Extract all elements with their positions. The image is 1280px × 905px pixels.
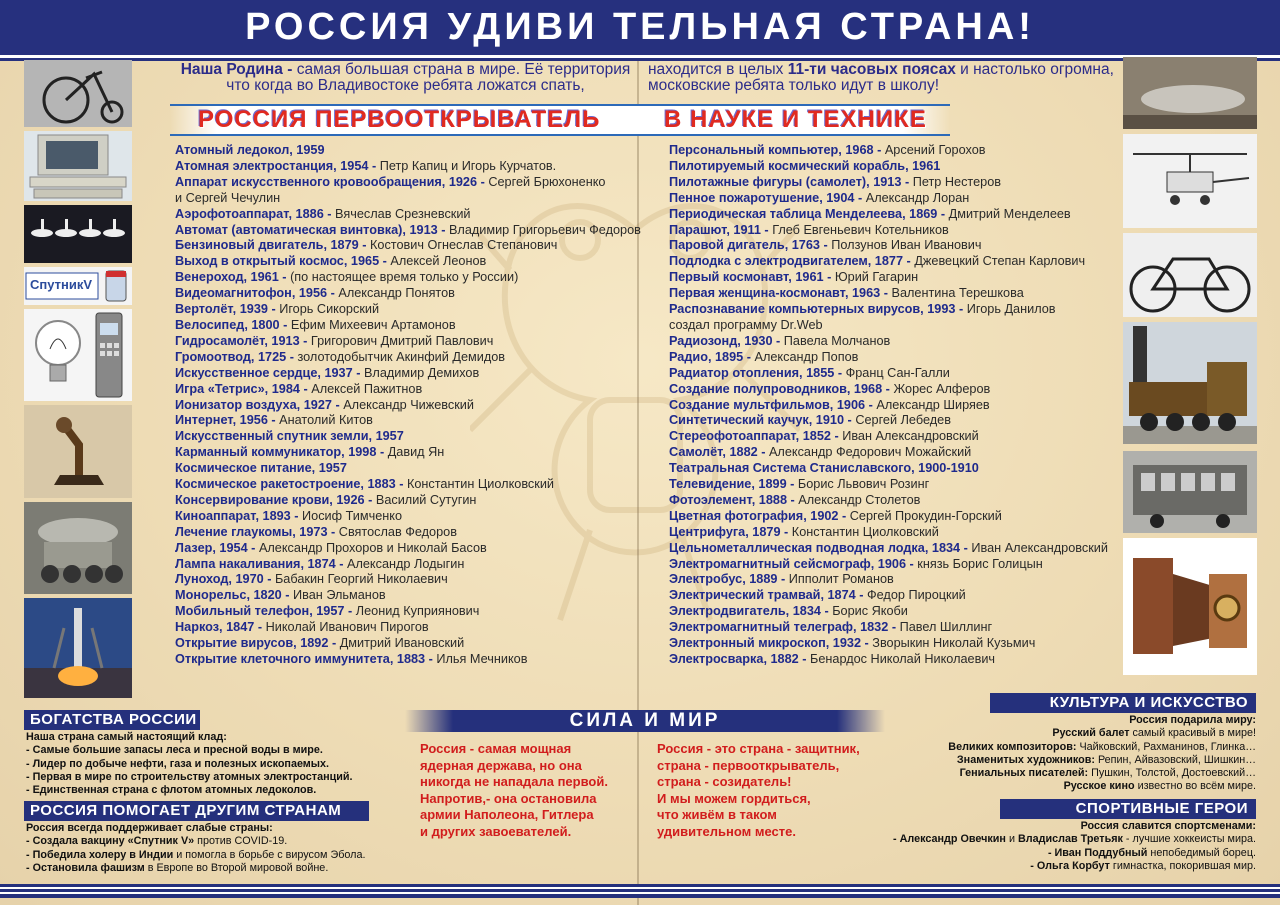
- invention-name: Цельнометаллическая подводная лодка, 1834 -: [669, 540, 972, 555]
- invention-item: [669, 223, 1119, 239]
- invention-name: Выход в открытый космос, 1965 -: [175, 254, 391, 269]
- invention-item: [175, 238, 630, 254]
- invention-name: Бензиновый двигатель, 1879 -: [175, 238, 370, 253]
- invention-item: [669, 286, 1119, 302]
- invention-item: [669, 382, 1119, 398]
- invention-item: [175, 366, 630, 382]
- invention-item: [175, 413, 630, 429]
- culture-text: Русское кино: [1063, 780, 1138, 793]
- inventor-name: Александр Чижевский: [343, 397, 474, 412]
- helps-bold: - Остановила фашизм: [26, 861, 148, 874]
- invention-item: [175, 541, 630, 557]
- sila-line: удивительном месте.: [657, 823, 796, 839]
- invention-item: [669, 191, 1119, 207]
- helps-bold: - Создала вакцину «Спутник V»: [26, 835, 198, 848]
- inventor-name: Джевецкий Степан Карлович: [914, 254, 1086, 269]
- inventor-name: Константин Циолковский: [406, 477, 554, 492]
- inventor-name: Владимир Демихов: [363, 365, 480, 380]
- riches-line: - Самые большие запасы леса и пресной воды в мире.: [26, 744, 323, 757]
- invention-item: [175, 350, 630, 366]
- invention-name: Венероход, 1961 -: [175, 270, 291, 285]
- invention-item: [175, 477, 630, 493]
- culture-text: [900, 714, 1256, 794]
- invention-item: [669, 588, 1119, 604]
- inventor-name: Иосиф Тимченко: [302, 508, 403, 523]
- helps-bold: Россия всегда поддерживает слабые страны:: [26, 822, 273, 834]
- helps-text: [26, 822, 396, 875]
- inventions-list-left: [175, 143, 641, 668]
- invention-name: Радиатор отопления, 1855 -: [669, 365, 846, 380]
- invention-name: Электробус, 1889 -: [669, 572, 789, 587]
- inventor-name: Александр Ширяев: [876, 397, 990, 412]
- invention-name: Ионизатор воздуха, 1927 -: [175, 397, 344, 412]
- inventor-name: Бенардос Николай Николаевич: [810, 652, 996, 666]
- invention-item: [669, 366, 1119, 382]
- invention-name: Аэрофотоаппарат, 1886 -: [175, 206, 336, 221]
- inventor-name: Владимир Григорьевич Федоров: [448, 222, 641, 237]
- culture-line: [900, 754, 1256, 767]
- helps-text: в Европе во Второй мировой войне.: [147, 861, 329, 874]
- invention-item: [669, 413, 1119, 429]
- invention-item: [175, 191, 630, 207]
- inventor-name: создал программу Dr.Web: [669, 317, 823, 332]
- bottom-stripe-line: [0, 887, 1280, 889]
- inventor-name: Леонид Куприянович: [355, 604, 480, 619]
- inventor-name: Алексей Леонов: [390, 254, 487, 269]
- invention-name: Вертолёт, 1939 -: [175, 302, 280, 317]
- culture-line: [900, 714, 1256, 727]
- lightbulb-and-phone-photo: [24, 309, 132, 401]
- sila-title: СИЛА И МИР: [405, 710, 885, 732]
- invention-name: Первый космонавт, 1961 -: [669, 270, 835, 285]
- inventor-name: Алексей Пажитнов: [311, 381, 423, 396]
- sila-line: страна - первооткрыватель,: [657, 757, 840, 773]
- invention-name: Лампа накаливания, 1874 -: [175, 556, 347, 571]
- intro-text: московские ребята только идут в школу!: [648, 77, 940, 94]
- inventor-name: Александр Понятов: [338, 286, 455, 301]
- inventor-name: Николай Иванович Пирогов: [265, 620, 429, 635]
- invention-name: Электромагнитный сейсмограф, 1906 -: [669, 556, 918, 571]
- invention-name: Открытие клеточного иммунитета, 1883 -: [175, 652, 437, 666]
- inventor-name: Борис Якоби: [832, 604, 908, 619]
- riches-line: Наша страна самый настоящий клад:: [26, 731, 227, 743]
- invention-name: Электронный микроскоп, 1932 -: [669, 636, 873, 651]
- inventor-name: Арсений Горохов: [884, 143, 986, 157]
- title-bar: [0, 0, 1280, 58]
- invention-item: [669, 461, 1119, 477]
- intro-right: [648, 62, 1118, 94]
- intro-text: и настолько огромна,: [955, 61, 1114, 78]
- inventor-name: Александр Лодыгин: [347, 556, 465, 571]
- invention-item: [175, 334, 630, 350]
- culture-text: Пушкин, Толстой, Достоевский…: [1091, 767, 1256, 780]
- intro-text: что когда во Владивостоке ребята ложатся спать,: [226, 77, 585, 94]
- invention-item: [175, 493, 630, 509]
- inventor-name: Бабакин Георгий Николаевич: [274, 572, 448, 587]
- invention-name: Открытие вирусов, 1892 -: [175, 636, 340, 651]
- invention-item: [669, 318, 1119, 334]
- invention-name: Телевидение, 1899 -: [669, 477, 798, 492]
- sila-line: страна - созидатель!: [657, 774, 792, 789]
- sport-text: - Иван Поддубный: [1047, 846, 1151, 859]
- invention-name: Фотоэлемент, 1888 -: [669, 492, 799, 507]
- culture-text: Россия подарила миру:: [1129, 714, 1256, 726]
- invention-name: Первая женщина-космонавт, 1963 -: [669, 286, 892, 301]
- computer-photo: [24, 131, 132, 201]
- inventor-name: Иван Александровский: [842, 429, 979, 444]
- inventor-name: Сергей Брюхоненко: [488, 174, 606, 189]
- invention-item: [175, 143, 630, 159]
- invention-name: Карманный коммуникатор, 1998 -: [175, 445, 388, 460]
- sila-line: Россия - самая мощная: [420, 741, 572, 756]
- inventor-name: Вячеслав Срезневский: [335, 206, 471, 221]
- invention-item: [175, 557, 630, 573]
- inventor-name: Борис Львович Розинг: [797, 477, 930, 492]
- invention-name: Мобильный телефон, 1957 -: [175, 604, 356, 619]
- inventor-name: Костович Огнеслав Степанович: [370, 238, 558, 253]
- invention-item: [669, 334, 1119, 350]
- sila-line: никогда не нападала первой.: [420, 774, 608, 789]
- culture-text: Гениальных писателей:: [959, 767, 1092, 780]
- lunokhod-photo: [24, 502, 132, 594]
- invention-name: Космическое питание, 1957: [175, 461, 347, 476]
- invention-item: [669, 429, 1119, 445]
- invention-item: [669, 652, 1119, 668]
- invention-item: [669, 557, 1119, 573]
- invention-name: Электродвигатель, 1834 -: [669, 604, 833, 619]
- invention-item: [669, 477, 1119, 493]
- invention-name: Электрический трамвай, 1874 -: [669, 588, 867, 603]
- invention-name: Создание мультфильмов, 1906 -: [669, 397, 877, 412]
- riches-line: - Лидер по добыче нефти, газа и полезных ископаемых.: [26, 757, 330, 770]
- inventor-name: Игорь Сикорский: [279, 302, 380, 317]
- helps-text: против COVID-19.: [197, 835, 288, 848]
- invention-name: Лазер, 1954 -: [175, 540, 259, 555]
- culture-title: КУЛЬТУРА И ИСКУССТВО: [990, 693, 1256, 713]
- invention-name: Консервирование крови, 1926 -: [175, 492, 376, 507]
- invention-name: Атомный ледокол, 1959: [175, 143, 325, 157]
- inventor-name: Павел Шиллинг: [899, 620, 993, 635]
- bottom-stripe-line: [0, 892, 1280, 894]
- sport-text: Владислав Третьяк: [1017, 833, 1123, 846]
- invention-item: [175, 509, 630, 525]
- invention-item: [175, 588, 630, 604]
- inventor-name: Сергей Прокудин-Горский: [849, 508, 1002, 523]
- inventor-name: и Сергей Чечулин: [175, 190, 281, 205]
- culture-text: Русский балет: [1052, 727, 1133, 740]
- helps-line: [26, 822, 396, 835]
- intro-bold: 11-ти часовых поясах: [787, 61, 956, 78]
- sport-line: [880, 847, 1256, 860]
- invention-item: [175, 445, 630, 461]
- sport-text: - лучшие хоккеисты мира.: [1122, 833, 1256, 846]
- culture-text: известно во всём мире.: [1137, 780, 1256, 793]
- benz-car-photo: [1123, 233, 1257, 317]
- inventor-name: Александр Прохоров и Николай Басов: [258, 540, 487, 555]
- invention-name: Центрифуга, 1879 -: [669, 524, 792, 539]
- invention-item: [175, 620, 630, 636]
- invention-name: Подлодка с электродвигателем, 1877 -: [669, 254, 915, 269]
- helps-bold: - Победила холеру в Индии: [26, 848, 177, 861]
- inventor-name: Глеб Евгеньевич Котельников: [772, 222, 949, 237]
- sport-text: Россия славится спортсменами:: [1080, 820, 1256, 832]
- inventor-name: Анатолий Китов: [279, 413, 373, 428]
- invention-item: [175, 652, 630, 668]
- invention-name: Видеомагнитофон, 1956 -: [175, 286, 339, 301]
- invention-name: Киноаппарат, 1893 -: [175, 508, 303, 523]
- invention-name: Гидросамолёт, 1913 -: [175, 333, 311, 348]
- intro-text: самая большая страна в мире. Её территория: [296, 61, 631, 78]
- inventor-name: Зворыкин Николай Кузьмич: [872, 636, 1036, 651]
- invention-item: [175, 302, 630, 318]
- bicycle-photo: [24, 60, 132, 127]
- invention-item: [175, 525, 630, 541]
- invention-item: [175, 636, 630, 652]
- invention-name: Парашют, 1911 -: [669, 222, 773, 237]
- culture-text: Чайковский, Рахманинов, Глинка…: [1079, 740, 1256, 753]
- sport-text: - Ольга Корбут: [1030, 859, 1113, 872]
- banner-left-text: РОССИЯ ПЕРВООТКРЫВАТЕЛЬ: [198, 106, 601, 133]
- inventor-name: Игорь Данилов: [966, 302, 1056, 317]
- helps-text: и помогла в борьбе с вирусом Эбола.: [176, 848, 366, 861]
- invention-name: Цветная фотография, 1902 -: [669, 508, 850, 523]
- invention-name: Электросварка, 1882 -: [669, 652, 811, 666]
- sputnik-v-vaccine-photo: [24, 267, 132, 305]
- sport-text: и: [1008, 833, 1018, 846]
- riches-line: - Единственная страна с флотом атомных ледоколов.: [26, 784, 317, 797]
- invention-item: [175, 572, 630, 588]
- culture-text: Великих композиторов:: [948, 740, 1080, 753]
- invention-item: [669, 398, 1119, 414]
- invention-name: Атомная электростанция, 1954 -: [175, 158, 380, 173]
- invention-name: Периодическая таблица Менделеева, 1869 -: [669, 206, 949, 221]
- inventor-name: Петр Нестеров: [912, 174, 1001, 189]
- sila-line: что живём в таком: [657, 807, 777, 822]
- camera-photo: [1123, 538, 1257, 675]
- sport-text: [880, 820, 1256, 873]
- invention-item: [669, 238, 1119, 254]
- invention-name: Радиозонд, 1930 -: [669, 333, 784, 348]
- inventor-name: Константин Циолковский: [791, 524, 939, 539]
- sila-line: И мы можем гордиться,: [657, 790, 811, 806]
- inventor-name: князь Борис Голицын: [917, 556, 1043, 571]
- inventor-name: Федор Пироцкий: [867, 588, 966, 603]
- sport-title: СПОРТИВНЫЕ ГЕРОИ: [1000, 799, 1256, 819]
- inventor-name: (по настоящее время только у России): [290, 270, 519, 285]
- tram-photo: [1123, 451, 1257, 533]
- invention-item: [175, 429, 630, 445]
- invention-item: [175, 604, 630, 620]
- invention-item: [175, 461, 630, 477]
- steam-locomotive-photo: [1123, 322, 1257, 444]
- culture-line: [900, 767, 1256, 780]
- inventor-name: Валентина Терешкова: [891, 286, 1024, 301]
- banner-right-text: В НАУКЕ И ТЕХНИКЕ: [664, 106, 927, 133]
- sport-text: гимнастка, покорившая мир.: [1112, 859, 1256, 872]
- invention-name: Пенное пожаротушение, 1904 -: [669, 190, 866, 205]
- inventor-name: Павела Молчанов: [783, 333, 891, 348]
- invention-item: [175, 254, 630, 270]
- invention-item: [669, 270, 1119, 286]
- invention-item: [669, 159, 1119, 175]
- inventor-name: Жорес Алферов: [893, 381, 991, 396]
- invention-item: [669, 175, 1119, 191]
- inventor-name: Франц Сан-Галли: [845, 365, 950, 380]
- helps-line: [26, 862, 396, 875]
- invention-item: [175, 159, 630, 175]
- invention-name: Автомат (автоматическая винтовка), 1913 -: [175, 222, 449, 237]
- invention-name: Интернет, 1956 -: [175, 413, 280, 428]
- invention-name: Персональный компьютер, 1968 -: [669, 143, 885, 157]
- invention-item: [669, 254, 1119, 270]
- inventor-name: Иван Александровский: [971, 540, 1108, 555]
- invention-item: [669, 445, 1119, 461]
- microscope-photo: [24, 405, 132, 498]
- invention-name: Искусственный спутник земли, 1957: [175, 429, 404, 444]
- intro-text: находится в целых: [648, 61, 788, 78]
- inventor-name: Александр Лоран: [865, 190, 970, 205]
- invention-item: [669, 604, 1119, 620]
- sila-line: и других завоевателей.: [420, 823, 572, 839]
- invention-name: Создание полупроводников, 1968 -: [669, 381, 894, 396]
- invention-item: [175, 222, 641, 239]
- inventor-name: Василий Сутугин: [375, 492, 477, 507]
- inventor-name: Александр Федорович Можайский: [768, 445, 972, 460]
- invention-name: Лечение глаукомы, 1973 -: [175, 524, 339, 539]
- sport-line: [880, 820, 1256, 833]
- invention-name: Космическое ракетостроение, 1883 -: [175, 477, 407, 492]
- riches-title: БОГАТСТВА РОССИИ: [24, 710, 200, 730]
- submarine-photo: [1123, 57, 1257, 129]
- inventor-name: Дмитрий Менделеев: [948, 206, 1071, 221]
- inventor-name: Григорович Дмитрий Павлович: [310, 333, 494, 348]
- culture-text: самый красивый в мире!: [1132, 727, 1256, 740]
- sila-right-text: [657, 741, 882, 861]
- intro-bold: Наша Родина -: [180, 61, 297, 78]
- sport-text: - Александр Овечкин: [893, 833, 1009, 846]
- invention-name: Аппарат искусственного кровообращения, 1926 -: [175, 174, 489, 189]
- helps-line: [26, 835, 396, 848]
- inventor-name: Илья Мечников: [436, 652, 528, 666]
- invention-name: Луноход, 1970 -: [175, 572, 275, 587]
- invention-name: Велосипед, 1800 -: [175, 317, 291, 332]
- invention-item: [175, 207, 630, 223]
- riches-text: [26, 731, 396, 797]
- invention-item: [669, 636, 1119, 652]
- invention-name: Наркоз, 1847 -: [175, 620, 266, 635]
- inventor-name: Ползунов Иван Иванович: [831, 238, 982, 253]
- invention-item: [669, 302, 1119, 318]
- riches-line: - Первая в мире по строительству атомных электростанций.: [26, 770, 353, 783]
- invention-name: Самолёт, 1882 -: [669, 445, 769, 460]
- helicopter-photo: [1123, 134, 1257, 228]
- invention-name: Радио, 1895 -: [669, 349, 755, 364]
- invention-name: Синтетический каучук, 1910 -: [669, 413, 856, 428]
- intro-left: [178, 62, 633, 94]
- sport-text: непобедимый борец.: [1150, 846, 1256, 859]
- invention-name: Электромагнитный телеграф, 1832 -: [669, 620, 900, 635]
- invention-item: [175, 175, 630, 191]
- culture-line: [900, 741, 1256, 754]
- sila-line: Россия - это страна - защитник,: [657, 741, 860, 756]
- inventor-name: золотодобытчик Акинфий Демидов: [297, 349, 506, 364]
- culture-text: Репин, Айвазовский, Шишкин…: [1097, 753, 1256, 766]
- culture-line: [900, 727, 1256, 740]
- invention-item: [669, 143, 1119, 159]
- invention-item: [669, 493, 1119, 509]
- invention-item: [669, 509, 1119, 525]
- culture-text: Знаменитых художников:: [956, 753, 1098, 766]
- rocket-launch-photo: [24, 598, 132, 698]
- invention-item: [175, 318, 630, 334]
- inventor-name: Александр Попов: [754, 349, 859, 364]
- inventor-name: Юрий Гагарин: [834, 270, 919, 285]
- invention-item: [669, 525, 1119, 541]
- invention-name: Искусственное сердце, 1937 -: [175, 365, 364, 380]
- invention-item: [669, 207, 1119, 223]
- invention-name: Громоотвод, 1725 -: [175, 349, 298, 364]
- ballet-photo: [24, 205, 132, 263]
- invention-item: [175, 270, 630, 286]
- invention-item: [175, 286, 630, 302]
- inventions-list-right: [669, 143, 1119, 668]
- inventor-name: Ипполит Романов: [788, 572, 894, 587]
- sport-line: [880, 833, 1256, 846]
- helps-line: [26, 849, 396, 862]
- invention-name: Пилотажные фигуры (самолет), 1913 -: [669, 174, 913, 189]
- invention-name: Пилотируемый космический корабль, 1961: [669, 158, 941, 173]
- inventor-name: Сергей Лебедев: [855, 413, 951, 428]
- invention-item: [175, 398, 630, 414]
- invention-item: [669, 541, 1119, 557]
- inventor-name: Александр Столетов: [798, 492, 921, 507]
- sila-line: армии Наполеона, Гитлера: [420, 807, 594, 822]
- invention-name: Распознавание компьютерных вирусов, 1993 -: [669, 302, 967, 317]
- sila-left-text: [420, 741, 645, 861]
- inventor-name: Давид Ян: [387, 445, 445, 460]
- inventor-name: Дмитрий Ивановский: [339, 636, 465, 651]
- page-title: РОССИЯ УДИВИ ТЕЛЬНАЯ СТРАНА!: [245, 6, 1035, 48]
- invention-name: Монорельс, 1820 -: [175, 588, 294, 603]
- inventor-name: Ефим Михеевич Артамонов: [290, 317, 456, 332]
- inventor-name: Иван Эльманов: [293, 588, 386, 603]
- helps-title: РОССИЯ ПОМОГАЕТ ДРУГИМ СТРАНАМ: [24, 801, 369, 821]
- sila-line: ядерная держава, но она: [420, 757, 582, 773]
- inventor-name: Петр Капиц и Игорь Курчатов.: [379, 158, 557, 173]
- invention-item: [669, 350, 1119, 366]
- sputnik-label: СпутникV: [30, 277, 93, 292]
- invention-name: Игра «Тетрис», 1984 -: [175, 381, 312, 396]
- invention-name: Театральная Система Станиславского, 1900-1910: [669, 461, 979, 476]
- invention-name: Стереофотоаппарат, 1852 -: [669, 429, 843, 444]
- inventions-banner: [170, 104, 950, 136]
- invention-name: Паровой дигатель, 1763 -: [669, 238, 832, 253]
- inventor-name: Святослав Федоров: [338, 524, 457, 539]
- invention-item: [175, 382, 630, 398]
- invention-item: [669, 620, 1119, 636]
- sila-line: Напротив,- она остановила: [420, 790, 597, 806]
- sport-line: [880, 860, 1256, 873]
- invention-item: [669, 572, 1119, 588]
- culture-line: [900, 780, 1256, 793]
